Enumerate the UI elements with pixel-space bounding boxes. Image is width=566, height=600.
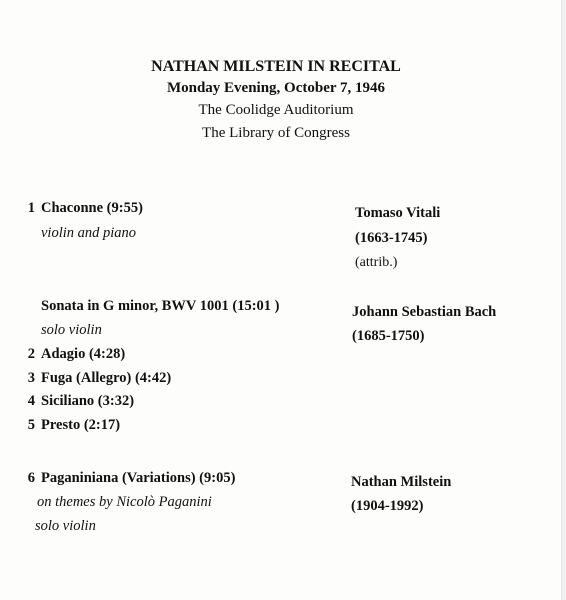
track-number: 6 bbox=[27, 470, 35, 486]
instrumentation: violin and piano bbox=[41, 225, 137, 241]
piece-title: Chaconne (9:55) bbox=[41, 200, 143, 216]
composer-name: Tomaso Vitali bbox=[355, 205, 441, 221]
movement-title: Presto (2:17) bbox=[41, 417, 121, 433]
recital-institution: The Library of Congress bbox=[202, 125, 350, 141]
composer-name: Johann Sebastian Bach bbox=[352, 304, 497, 320]
work-title: Sonata in G minor, BWV 1001 (15:01 ) bbox=[41, 298, 280, 314]
track-number: 2 bbox=[27, 346, 35, 362]
track-number: 5 bbox=[27, 417, 35, 433]
movement-title: Adagio (4:28) bbox=[41, 346, 126, 362]
composer-dates: (1663-1745) bbox=[355, 230, 428, 246]
movement-title: Fuga (Allegro) (4:42) bbox=[41, 370, 172, 386]
track-number: 4 bbox=[27, 393, 35, 409]
program-header bbox=[0, 57, 566, 145]
track-number: 3 bbox=[27, 370, 35, 386]
track-number: 1 bbox=[27, 200, 35, 216]
recital-date: Monday Evening, October 7, 1946 bbox=[166, 80, 386, 96]
attribution-note: (attrib.) bbox=[355, 255, 398, 270]
composer-name: Nathan Milstein bbox=[351, 474, 452, 490]
piece-subtitle: on themes by Nicolò Paganini bbox=[37, 494, 212, 510]
movement-title: Siciliano (3:32) bbox=[41, 393, 135, 409]
piece-title: Paganiniana (Variations) (9:05) bbox=[41, 470, 236, 486]
instrumentation: solo violin bbox=[35, 518, 96, 534]
instrumentation: solo violin bbox=[41, 322, 102, 338]
composer-dates: (1685-1750) bbox=[352, 328, 425, 344]
composer-dates: (1904-1992) bbox=[351, 498, 424, 514]
recital-title: NATHAN MILSTEIN IN RECITAL bbox=[151, 58, 401, 75]
recital-venue: The Coolidge Auditorium bbox=[198, 102, 354, 118]
